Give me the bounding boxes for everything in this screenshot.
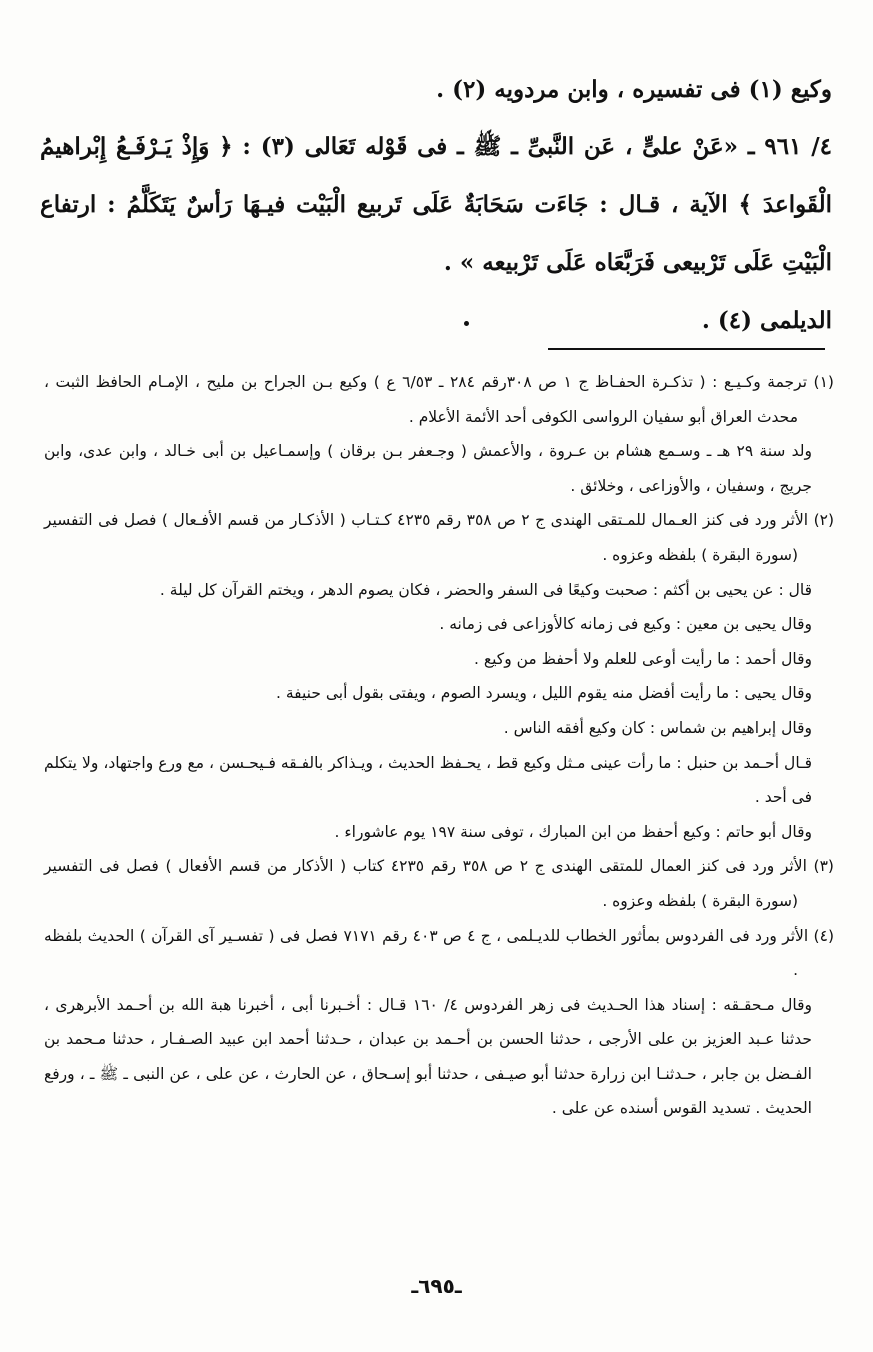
footnote-paragraph: وقال يحيى : ما رأيت أفضل منه يقوم الليل ، ويسرد الصوم ، ويفتى بقول أبى حنيفة . — [275, 684, 812, 703]
footnote-paragraph: وقال يحيى بن معين : وكيع فى زمانه كالأوزاعى فى زمانه . — [439, 615, 812, 634]
footnote-1: (١) ترجمة وكـيـع : ( تذكـرة الحفـاظ ج ١ ص ٣٠٨رقم ٢٨٤ ـ ٦/٥٣ ع ) وكيع بـن الجراح بن مليح ، الإمـام الحافظ الثبت ، محدث العراق أبو سفيان الرواسى الكوفى أحد الأئمة الأعلام . — [44, 373, 834, 426]
footnote-paragraph: قـال أحـمد بن حنبل : ما رأت عينى مـثل وكيع قط ، يحـفظ الحديث ، ويـذاكر بالفـقه فـيحـسن ، مع ورع واجتهاد، ولا يتكلم فى أحد . — [44, 753, 812, 807]
main-text-line: الديلمى (٤) . — [701, 307, 832, 334]
footnotes — [44, 365, 834, 1126]
main-text — [40, 66, 832, 350]
main-text-line: وكيع (١) فى تفسيره ، وابن مردويه (٢) . — [436, 76, 832, 103]
hadith-961: ٤/ ٩٦١ ـ «عَنْ علىٍّ ، عَن النَّبىِّ ـ ﷺ ـ فى قَوْله تَعَالى (٣) : ﴿ وَإِذْ يَـرْفَـعُ إِبْراهيمُ الْقَواعدَ ﴾ الآية ، قـال : جَاءَت سَحَابَةٌ عَلَى تَربيع الْبَيْت فيـهَا رَأسٌ يَتَكَلَّمُ : ارتفاع الْبَيْتِ عَلَى تَرْبيعى فَرَبَّعَاه عَلَى تَرْبيعه » . — [40, 133, 832, 276]
footnote-paragraph: قال : عن يحيى بن أكثم : صحبت وكيعًا فى السفر والحضر ، فكان يصوم الدهر ، ويختم القرآن كل ليلة . — [159, 580, 812, 599]
footnote-paragraph: وقال أبو حاتم : وكيع أحفظ من ابن المبارك ، توفى سنة ١٩٧ يوم عاشوراء . — [334, 822, 812, 841]
stray-dot — [464, 321, 469, 326]
page-number: ـ٦٩٥ـ — [411, 1274, 462, 1298]
footnote-paragraph: وقال إبراهيم بن شماس : كان وكيع أفقه الناس . — [503, 718, 812, 737]
footnote-2: (٢) الأثر ورد فى كنز العـمال للمـتقى الهندى ج ٢ ص ٣٥٨ رقم ٤٢٣٥ كـتـاب ( الأذكـار من قسم الأفـعال ) فصل فى التفسير (سورة البقرة ) بلفظه وعزوه . — [44, 511, 835, 564]
footnote-separator — [548, 348, 825, 350]
footnote-4: (٤) الأثر ورد فى الفردوس بمأثور الخطاب للديـلمى ، ج ٤ ص ٤٠٣ رقم ٧١٧١ فصل فى ( تفسـير آى القرآن ) الحديث بلفظه . — [44, 926, 834, 980]
footnote-paragraph: ولد سنة ٢٩ هـ ـ وسـمع هشام بن عـروة ، والأعمش ( وجـعفر بـن برقان ) وإسمـاعيل بن أبى خـالد ، وابن عدى، وابن جريج ، وسفيان ، والأوزاعى ، وخلائق . — [44, 442, 812, 495]
footnote-paragraph: وقال مـحقـقه : إسناد هذا الحـديث فى زهر الفردوس ٤/ ١٦٠ قـال : أخـبرنا أبى ، أخبرنا هبة الله بن أحـمد الأبرهرى ، حدثنا عـبد العزيز بن على الأرجى ، حدثنا الحسن بن أحـمد بن عبدان ، حـدثنا أحمد ابن عبيد الصـفـار ، حدثنا مـحمد بن الفـضل بن جابر ، حـدثنـا ابن زرارة حدثنا أبو صيـفى ، حدثنا أبو إسـحاق ، عن الحارث ، عن على ، عن النبى ـ ﷺ ـ ، ورفع الحديث . تسديد القوس أسنده عن على . — [44, 995, 812, 1118]
footnote-3: (٣) الأثر ورد فى كنز العمال للمتقى الهندى ج ٢ ص ٣٥٨ رقم ٤٢٣٥ كتاب ( الأذكار من قسم الأفعال ) فصل فى التفسير (سورة البقرة ) بلفظه وعزوه . — [44, 857, 834, 910]
footnote-paragraph: وقال أحمد : ما رأيت أوعى للعلم ولا أحفظ من وكيع . — [474, 649, 812, 668]
